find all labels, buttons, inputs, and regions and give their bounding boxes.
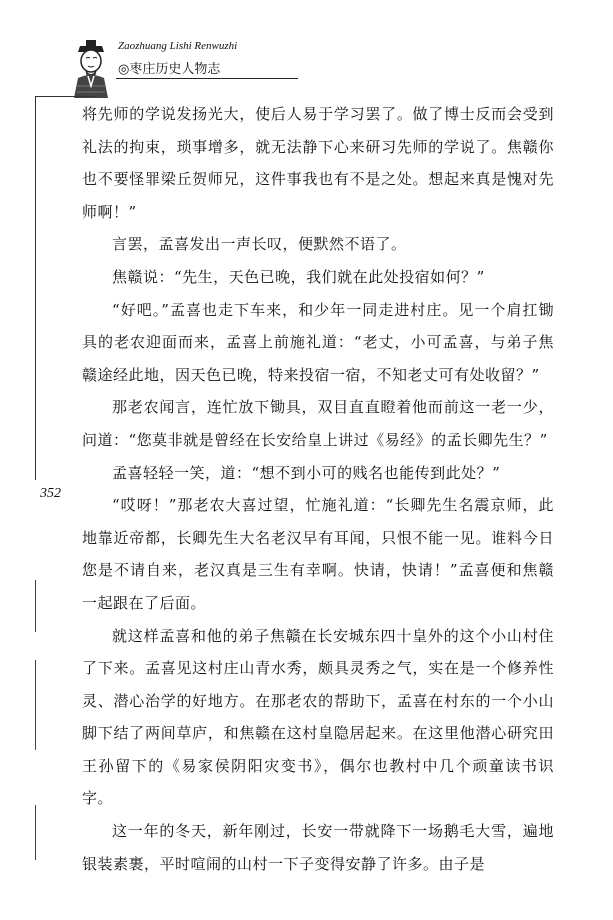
header-divider (116, 78, 298, 79)
margin-tick (35, 660, 36, 750)
margin-rule (35, 96, 36, 480)
paragraph: “好吧。”孟喜也走下车来，和少年一同走进村庄。见一个肩扛锄具的老农迎面而来，孟喜上前施礼道：“老丈，小可孟喜，与弟子焦赣途经此地，因天色已晚，特来投宿一宿，不知老丈可有处收留？” (82, 300, 554, 384)
margin-tick (35, 580, 36, 632)
header-title-english: Zaozhuang Lishi Renwuzhi (118, 40, 238, 52)
margin-rule-top (35, 96, 95, 97)
paragraph: 焦赣说：“先生，天色已晚，我们就在此处投宿如何？” (112, 267, 485, 286)
paragraph: 那老农闻言，连忙放下锄具，双目直直瞪着他而前这一老一少，问道：“您莫非就是曾经在长安给皇上讲过《易经》的孟长卿先生？” (82, 398, 554, 449)
running-header (68, 36, 298, 106)
paragraph: 孟喜轻轻一笑，道：“想不到小可的贱名也能传到此处？” (112, 463, 501, 482)
paragraph: 就这样孟喜和他的弟子焦赣在长安城东四十皇外的这个小山村住了下来。孟喜见这村庄山青水秀，颇具灵秀之气，实在是一个修养性灵、潜心治学的好地方。在那老农的帮助下，孟喜在村东的一个小山脚下结了两间草庐，和焦赣在这村皇隐居起来。在这里他潜心研究田王孙留下的《易家侯阴阳灾变书》，偶尔也教村中几个顽童读书识字。 (82, 626, 554, 808)
body-text (82, 98, 554, 880)
paragraph: “哎呀！”那老农大喜过望，忙施礼道：“长卿先生名震京师，此地靠近帝都，长卿先生大名老汉早有耳闻，只恨不能一见。谁料今日您是不请自来，老汉真是三生有幸啊。快请，快请！”孟喜便和焦赣一起跟在了后面。 (82, 496, 554, 612)
paragraph: 将先师的学说发扬光大，使后人易于学习罢了。做了博士反而会受到礼法的拘束，琐事增多，就无法静下心来研习先师的学说了。焦赣你也不要怪罪梁丘贺师兄，这件事我也有不是之处。想起来真是愧对先师啊！” (82, 105, 554, 221)
page-number: 352 (40, 486, 61, 501)
paragraph: 这一年的冬天，新年刚过，长安一带就降下一场鹅毛大雪，遍地银装素裹，平时喧闹的山村一下子变得安静了许多。由子是 (82, 822, 554, 873)
margin-tick (35, 805, 36, 860)
paragraph: 言罢，孟喜发出一声长叹，便默然不语了。 (112, 235, 407, 254)
scholar-portrait-icon (68, 36, 114, 98)
header-title-chinese: ◎枣庄历史人物志 (118, 62, 221, 77)
